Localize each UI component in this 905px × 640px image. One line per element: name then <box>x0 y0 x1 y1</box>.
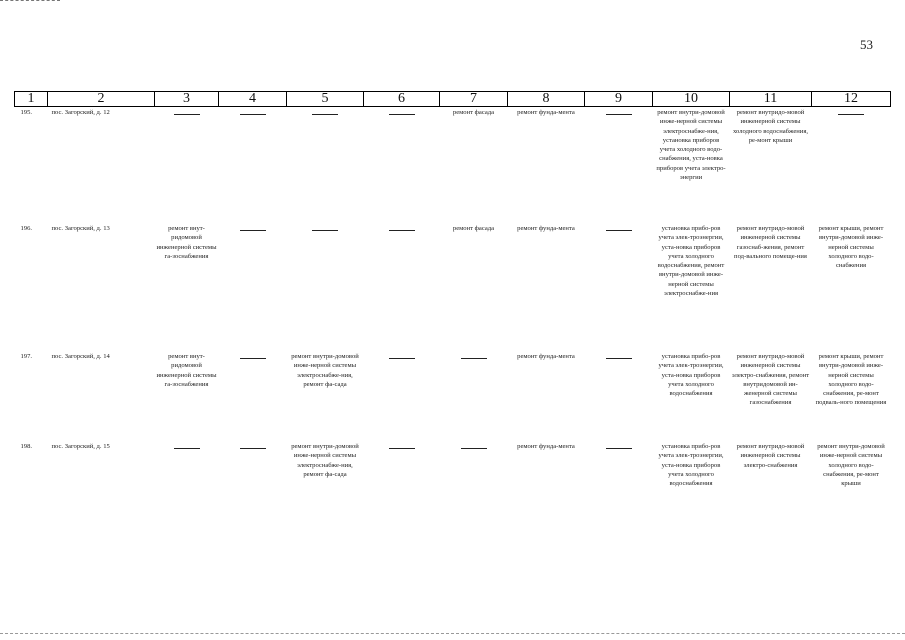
work-cell-c12 <box>812 441 891 531</box>
work-cell-c7 <box>440 351 508 441</box>
cell-text: 197. <box>20 353 33 360</box>
column-header: 2 <box>48 92 155 107</box>
work-cell-c10 <box>653 441 730 531</box>
work-cell-c9 <box>585 441 653 531</box>
cell-text: пос. Загорский, д. 12 <box>51 109 110 116</box>
cell-text: ремонт фунда-мента <box>517 225 575 232</box>
cell-text: ремонт внут-ридомовой инженерной системы га-зоснабжения <box>156 353 217 388</box>
column-number-row <box>15 92 891 107</box>
cell-text: ремонт крыши, ремонт внутри-домовой инже-нерной системы холодного водо-снабжения, ре-монт подваль-ного помещения <box>815 353 887 407</box>
work-cell-c3 <box>155 351 219 441</box>
work-cell-c10 <box>653 351 730 441</box>
repair-schedule-table <box>14 91 891 531</box>
empty-dash <box>389 114 415 115</box>
work-cell-c10 <box>653 107 730 224</box>
empty-dash <box>606 114 632 115</box>
cell-text: ремонт внут-ридомовой инженерной системы га-зоснабжения <box>156 225 217 260</box>
cell-text: ремонт фасада <box>452 225 495 232</box>
scan-artifact-top <box>0 0 60 2</box>
cell-text: пос. Загорский, д. 15 <box>51 443 110 450</box>
work-cell-c8 <box>508 223 585 351</box>
empty-dash <box>312 114 338 115</box>
cell-text: установка прибо-ров учета элек-троэнергии, уста-новка приборов учета холодного водоснабжения <box>658 443 724 488</box>
work-cell-c10 <box>653 223 730 351</box>
work-cell-c3 <box>155 107 219 224</box>
empty-dash <box>174 448 200 449</box>
work-cell-c11 <box>730 351 812 441</box>
work-cell-c8 <box>508 351 585 441</box>
cell-text: ремонт внутридо-мовой инженерной системы электро-снабжения, ремонт внутридомовой ин-женерной системы газоснабжения <box>731 353 810 407</box>
cell-text: пос. Загорский, д. 14 <box>51 353 110 360</box>
work-cell-c6 <box>364 107 440 224</box>
empty-dash <box>389 358 415 359</box>
cell-text: ремонт фунда-мента <box>517 109 575 116</box>
work-cell-c7 <box>440 441 508 531</box>
work-cell-c5 <box>287 351 364 441</box>
cell-text: ремонт фунда-мента <box>517 353 575 360</box>
work-cell-c9 <box>585 223 653 351</box>
work-cell-c11 <box>730 441 812 531</box>
cell-text: ремонт фунда-мента <box>517 443 575 450</box>
cell-text: ремонт внутридо-мовой инженерной системы электро-снабжения <box>736 443 805 469</box>
empty-dash <box>606 230 632 231</box>
cell-text: установка прибо-ров учета элек-троэнергии, уста-новка приборов учета холодного водоснабжения <box>658 353 724 398</box>
empty-dash <box>838 114 864 115</box>
empty-dash <box>461 448 487 449</box>
empty-dash <box>461 358 487 359</box>
empty-dash <box>389 448 415 449</box>
empty-dash <box>240 230 266 231</box>
cell-text: пос. Загорский, д. 13 <box>51 225 110 232</box>
cell-text: установка прибо-ров учета элек-троэнергии, уста-новка приборов учета холодного водоснабжения, ремонт внутри-домовой инже-нерной системы электроснабже-ния <box>657 225 725 298</box>
row-number <box>15 223 48 351</box>
work-cell-c6 <box>364 441 440 531</box>
cell-text: ремонт внутри-домовой инже-нерной системы холодного водо-снабжения, ре-монт крыши <box>817 443 885 488</box>
column-header: 12 <box>812 92 891 107</box>
cell-text: 196. <box>20 225 33 232</box>
column-header: 4 <box>219 92 287 107</box>
work-cell-c3 <box>155 441 219 531</box>
address-cell <box>48 351 155 441</box>
work-cell-c6 <box>364 223 440 351</box>
row-number <box>15 107 48 224</box>
cell-text: 195. <box>20 109 33 116</box>
column-header: 5 <box>287 92 364 107</box>
work-cell-c5 <box>287 441 364 531</box>
empty-dash <box>240 358 266 359</box>
table-row <box>15 107 891 224</box>
work-cell-c12 <box>812 107 891 224</box>
work-cell-c6 <box>364 351 440 441</box>
work-cell-c11 <box>730 223 812 351</box>
work-cell-c4 <box>219 223 287 351</box>
cell-text: 198. <box>20 443 33 450</box>
cell-text: ремонт внутри-домовой инже-нерной системы электроснабже-ния, установка приборов учета холодного водо-снабжения, уста-новка приборов учета электро-энергии <box>656 109 726 182</box>
work-cell-c5 <box>287 107 364 224</box>
cell-text: ремонт фасада <box>452 109 495 116</box>
column-header: 6 <box>364 92 440 107</box>
address-cell <box>48 223 155 351</box>
empty-dash <box>606 358 632 359</box>
table-row <box>15 441 891 531</box>
work-cell-c12 <box>812 351 891 441</box>
work-cell-c7 <box>440 107 508 224</box>
cell-text: ремонт внутридо-мовой инженерной системы холодного водоснабжения, ре-монт крыши <box>732 109 809 144</box>
work-cell-c8 <box>508 107 585 224</box>
work-cell-c3 <box>155 223 219 351</box>
column-header: 9 <box>585 92 653 107</box>
cell-text: ремонт крыши, ремонт внутри-домовой инже-нерной системы холодного водо-снабжения <box>818 225 884 270</box>
cell-text: ремонт внутри-домовой инже-нерной системы электроснабже-ния, ремонт фа-сада <box>291 353 359 388</box>
empty-dash <box>312 230 338 231</box>
page-number: 53 <box>860 37 873 52</box>
row-number <box>15 441 48 531</box>
empty-dash <box>389 230 415 231</box>
work-cell-c9 <box>585 107 653 224</box>
work-cell-c5 <box>287 223 364 351</box>
work-cell-c4 <box>219 441 287 531</box>
work-cell-c9 <box>585 351 653 441</box>
empty-dash <box>240 114 266 115</box>
address-cell <box>48 107 155 224</box>
column-header: 3 <box>155 92 219 107</box>
empty-dash <box>240 448 266 449</box>
column-header: 10 <box>653 92 730 107</box>
row-number <box>15 351 48 441</box>
work-cell-c11 <box>730 107 812 224</box>
cell-text: ремонт внутридо-мовой инженерной системы газоснаб-жения, ремонт под-вального помеще-ния <box>734 225 807 260</box>
empty-dash <box>606 448 632 449</box>
table-row <box>15 351 891 441</box>
empty-dash <box>174 114 200 115</box>
cell-text: ремонт внутри-домовой инже-нерной системы электроснабже-ния, ремонт фа-сада <box>291 443 359 478</box>
column-header: 11 <box>730 92 812 107</box>
scan-artifact-bottom <box>0 633 905 635</box>
work-cell-c4 <box>219 351 287 441</box>
column-header: 1 <box>15 92 48 107</box>
column-header: 8 <box>508 92 585 107</box>
work-cell-c12 <box>812 223 891 351</box>
table-row <box>15 223 891 351</box>
work-cell-c8 <box>508 441 585 531</box>
address-cell <box>48 441 155 531</box>
work-cell-c7 <box>440 223 508 351</box>
work-cell-c4 <box>219 107 287 224</box>
column-header: 7 <box>440 92 508 107</box>
